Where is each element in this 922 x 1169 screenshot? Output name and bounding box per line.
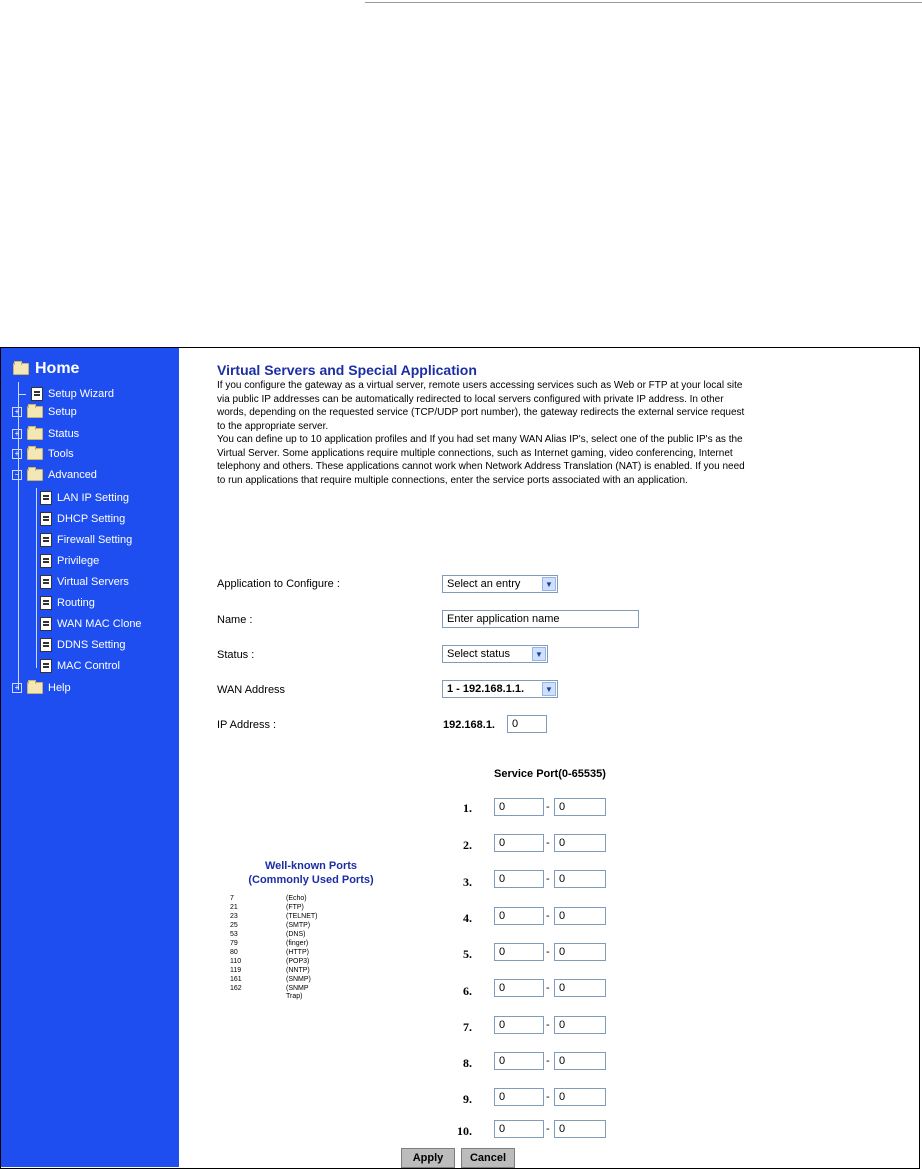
row-number: 4.	[463, 911, 472, 925]
page-icon	[40, 617, 52, 631]
sidebar	[1, 348, 179, 1167]
main-content: Virtual Servers and Special Application If you configure the gateway as a virtual server, remote users accessing services such as Web or FTP at your local site via public IP addresses can be automatically redirected to local servers configured with private IP address. In other words, depending on the requested service (TCP/UDP port number), the gateway redirects the external service request to the appropriate server. You can define up to 10 application profiles and If you had set many WAN Alias IP's, select one of the public IP's as the Virtual Server. Some applications require multiple connections, such as Internet gaming, video conferencing, Internet telephony and others. These applications cannot work when Network Address Translation (NAT) is enabled. If you need to run applications that require multiple connections, enter the service ports associated with an application. Application to Configure : Select an entry ▼ Name : Enter application name Status : Select status ▼ WAN Address 1 - 192.168.1.1. ▼ IP Address : 192.168.1. 0 Service Port(0-65535) 1. 0 - 0 2. 0 - 0 3. 0 - 0 4. 0 - 0 5. 0 - 0 6. 0 - 0 7. 0 - 0 8. 0 - 0 9. 0 - 0 10. 0 - 0 Well-known Ports (Commonly Used Ports) 7 (Echo) 21 (FTP) 23 (TELNET) 25 (SMTP) 53 (DNS) 79 (finger) 80 (HTTP) 110 (POP3) 119 (NNTP) 161 (SNMP) 162 (SNMP Trap) Apply Cancel	[180, 348, 918, 1167]
port-to-input[interactable]: 0	[554, 798, 606, 816]
range-dash: -	[546, 910, 550, 922]
sidebar-item-setup-wizard[interactable]: Setup Wizard	[18, 387, 114, 401]
range-dash: -	[546, 1019, 550, 1031]
sidebar-item-setup[interactable]: + Setup	[12, 406, 77, 418]
page-icon	[31, 387, 43, 401]
well-known-title: Well-known Ports (Commonly Used Ports)	[248, 860, 374, 886]
port-from-input[interactable]: 0	[494, 834, 544, 852]
row-number: 7.	[463, 1020, 472, 1034]
port-from-input[interactable]: 0	[494, 1088, 544, 1106]
expand-icon: +	[12, 407, 22, 417]
name-label: Name :	[217, 614, 253, 626]
sidebar-item-mac-control[interactable]: MAC Control	[40, 659, 120, 673]
cancel-button[interactable]: Cancel	[461, 1148, 515, 1168]
row-number: 8.	[463, 1056, 472, 1070]
folder-icon	[27, 448, 43, 460]
range-dash: -	[546, 946, 550, 958]
port-from-input[interactable]: 0	[494, 907, 544, 925]
range-dash: -	[546, 1123, 550, 1135]
page-icon	[40, 512, 52, 526]
expand-icon: +	[12, 429, 22, 439]
port-to-input[interactable]: 0	[554, 834, 606, 852]
row-number: 1.	[463, 801, 472, 815]
ip-last-octet-input[interactable]: 0	[507, 715, 547, 733]
page-description	[217, 379, 747, 487]
page-icon	[40, 554, 52, 568]
status-label: Status :	[217, 649, 255, 661]
range-dash: -	[546, 1055, 550, 1067]
name-input[interactable]: Enter application name	[442, 610, 639, 628]
page-icon	[40, 575, 52, 589]
page-icon	[40, 533, 52, 547]
sidebar-item-privilege[interactable]: Privilege	[40, 554, 99, 568]
expand-icon: +	[12, 449, 22, 459]
port-from-input[interactable]: 0	[494, 943, 544, 961]
chevron-down-icon: ▼	[532, 647, 546, 661]
row-number: 5.	[463, 947, 472, 961]
sidebar-item-lan-ip-setting[interactable]: LAN IP Setting	[40, 491, 129, 505]
folder-icon	[27, 682, 43, 694]
expand-icon: +	[12, 683, 22, 693]
port-from-input[interactable]: 0	[494, 1052, 544, 1070]
port-from-input[interactable]: 0	[494, 870, 544, 888]
port-to-input[interactable]: 0	[554, 870, 606, 888]
port-to-input[interactable]: 0	[554, 943, 606, 961]
page-icon	[40, 491, 52, 505]
wan-address-label: WAN Address	[217, 684, 286, 696]
folder-open-icon	[27, 469, 43, 481]
range-dash: -	[546, 982, 550, 994]
port-to-input[interactable]: 0	[554, 1088, 606, 1106]
status-select[interactable]: Select status ▼	[442, 645, 548, 663]
folder-icon	[27, 428, 43, 440]
sidebar-item-dhcp-setting[interactable]: DHCP Setting	[40, 512, 125, 526]
ip-address-label: IP Address :	[217, 719, 277, 731]
top-divider	[365, 2, 922, 3]
app-config-label: Application to Configure :	[217, 578, 340, 590]
range-dash: -	[546, 801, 550, 813]
port-from-input[interactable]: 0	[494, 979, 544, 997]
tree-line	[36, 488, 37, 668]
port-to-input[interactable]: 0	[554, 979, 606, 997]
range-dash: -	[546, 837, 550, 849]
row-number: 6.	[463, 984, 472, 998]
port-from-input[interactable]: 0	[494, 1016, 544, 1034]
sidebar-item-status[interactable]: + Status	[12, 428, 79, 440]
sidebar-item-firewall-setting[interactable]: Firewall Setting	[40, 533, 132, 547]
ip-prefix: 192.168.1.	[443, 719, 495, 731]
folder-open-icon	[13, 363, 29, 375]
range-dash: -	[546, 873, 550, 885]
port-from-input[interactable]: 0	[494, 798, 544, 816]
chevron-down-icon: ▼	[542, 577, 556, 591]
nav-home[interactable]: Home	[13, 360, 79, 378]
apply-button[interactable]: Apply	[401, 1148, 455, 1168]
range-dash: -	[546, 1091, 550, 1103]
description-paragraph: You can define up to 10 application profiles and If you had set many WAN Alias IP's, select one of the public IP's as the Virtual Server. Some applications require multiple connections, such as Internet gaming, video conferencing, Internet telephony and others. These applications cannot work when Network Address Translation (NAT) is enabled. If you need to run applications that require multiple connections, enter the service ports associated with an application.	[217, 434, 745, 486]
sidebar-item-help[interactable]: + Help	[12, 682, 71, 694]
app-config-select[interactable]: Select an entry ▼	[442, 575, 558, 593]
page-icon	[40, 638, 52, 652]
row-number: 3.	[463, 875, 472, 889]
service-port-heading: Service Port(0-65535)	[494, 768, 606, 780]
sidebar-item-tools[interactable]: + Tools	[12, 448, 74, 460]
sidebar-item-ddns-setting[interactable]: DDNS Setting	[40, 638, 125, 652]
sidebar-item-virtual-servers[interactable]: Virtual Servers	[40, 575, 129, 589]
port-from-input[interactable]: 0	[494, 1120, 544, 1138]
port-to-input[interactable]: 0	[554, 1052, 606, 1070]
folder-icon	[27, 406, 43, 418]
collapse-icon: −	[12, 470, 22, 480]
row-number: 9.	[463, 1092, 472, 1106]
port-to-input[interactable]: 0	[554, 1120, 606, 1138]
port-to-input[interactable]: 0	[554, 907, 606, 925]
page-icon	[40, 659, 52, 673]
sidebar-item-routing[interactable]: Routing	[40, 596, 95, 610]
page-title: Virtual Servers and Special Application	[217, 362, 477, 378]
port-to-input[interactable]: 0	[554, 1016, 606, 1034]
sidebar-item-wan-mac-clone[interactable]: WAN MAC Clone	[40, 617, 142, 631]
description-paragraph: If you configure the gateway as a virtual server, remote users accessing services such as Web or FTP at your local site via public IP addresses can be automatically redirected to local servers configured with private IP address. In other words, depending on the requested service (TCP/UDP port number), the gateway redirects the external service request to the appropriate server.	[217, 380, 745, 432]
wan-address-select[interactable]: 1 - 192.168.1.1. ▼	[442, 680, 558, 698]
page-icon	[40, 596, 52, 610]
sidebar-item-advanced[interactable]: − Advanced	[12, 469, 97, 481]
row-number: 10.	[457, 1124, 472, 1138]
row-number: 2.	[463, 838, 472, 852]
chevron-down-icon: ▼	[542, 682, 556, 696]
